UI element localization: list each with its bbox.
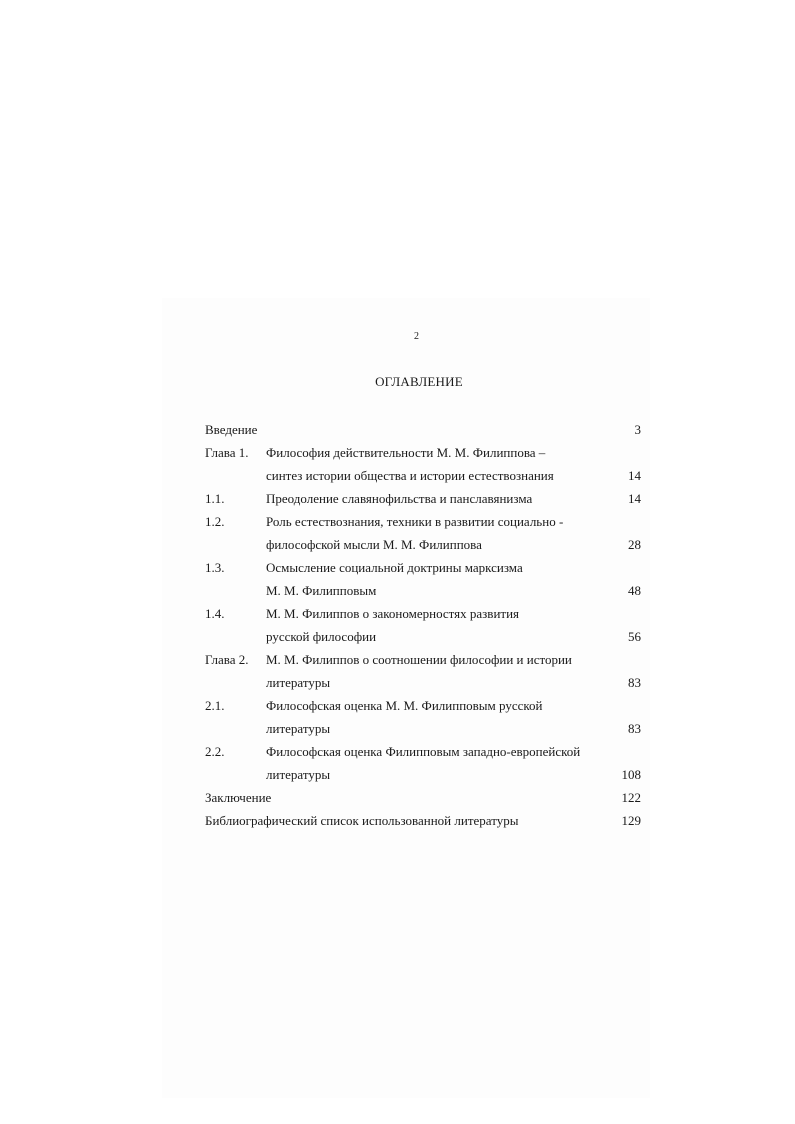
table-of-contents [205,418,641,832]
toc-line-chapter-1-cont [205,464,641,487]
toc-line-chapter-1 [205,441,641,464]
toc-entry-number: 2.2. [205,744,225,759]
toc-entry-page: 83 [628,675,641,690]
toc-entry-text: литературы [266,721,331,736]
toc-entry-text: Введение [205,422,258,437]
toc-line-section-1-2-cont [205,533,641,556]
toc-entry-text: русской философии [266,629,377,644]
toc-entry-text: литературы [266,767,331,782]
toc-entry-page: 14 [628,491,641,506]
toc-entry-text: Библиографический список использованной литературы [205,813,519,828]
toc-entry-page: 14 [628,468,641,483]
toc-line-section-1-1 [205,487,641,510]
toc-line-section-2-2 [205,740,641,763]
toc-entry-number: 1.2. [205,514,225,529]
toc-entry-page: 56 [628,629,641,644]
toc-entry-number: 1.4. [205,606,225,621]
toc-entry-text: Философия действительности М. М. Филиппова – [266,445,546,460]
toc-line-section-1-3 [205,556,641,579]
page-number: 2 [414,331,419,342]
toc-entry-text: литературы [266,675,331,690]
toc-entry-text: синтез истории общества и истории естествознания [266,468,554,483]
toc-entry-text: Философская оценка М. М. Филипповым русской [266,698,543,713]
toc-line-section-1-4 [205,602,641,625]
toc-entry-page: 129 [621,813,641,828]
toc-entry-page: 28 [628,537,641,552]
toc-entry-text: Роль естествознания, техники в развитии социально - [266,514,564,529]
toc-entry-page: 83 [628,721,641,736]
toc-line-section-2-1-cont [205,717,641,740]
toc-entry-number: 1.1. [205,491,225,506]
toc-entry-page: 108 [621,767,641,782]
toc-entry-text: М. М. Филиппов о закономерностях развития [266,606,520,621]
toc-line-section-2-2-cont [205,763,641,786]
toc-line-section-1-4-cont [205,625,641,648]
toc-line-bibliography [205,809,641,832]
toc-entry-text: философской мысли М. М. Филиппова [266,537,482,552]
toc-line-chapter-2 [205,648,641,671]
toc-line-introduction [205,418,641,441]
toc-entry-number: 1.3. [205,560,225,575]
toc-line-conclusion [205,786,641,809]
toc-entry-text: М. М. Филиппов о соотношении философии и истории [266,652,572,667]
toc-line-section-1-2 [205,510,641,533]
toc-entry-text: Преодоление славянофильства и панславянизма [266,491,533,506]
toc-entry-page: 3 [634,422,641,437]
toc-line-section-2-1 [205,694,641,717]
toc-entry-page: 122 [621,790,641,805]
toc-entry-text: Философская оценка Филипповым западно-европейской [266,744,581,759]
toc-entry-page: 48 [628,583,641,598]
toc-line-section-1-3-cont [205,579,641,602]
toc-line-chapter-2-cont [205,671,641,694]
toc-entry-text: Осмысление социальной доктрины марксизма [266,560,523,575]
toc-entry-number: 2.1. [205,698,225,713]
toc-entry-number: Глава 1. [205,445,249,460]
toc-title: ОГЛАВЛЕНИЕ [375,374,463,389]
toc-entry-number: Глава 2. [205,652,249,667]
toc-entry-text: М. М. Филипповым [266,583,377,598]
toc-entry-text: Заключение [205,790,272,805]
